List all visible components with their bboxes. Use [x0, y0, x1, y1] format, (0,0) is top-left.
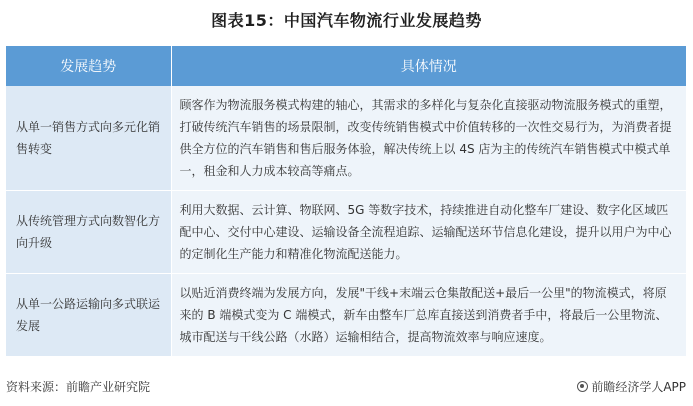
header-detail: 具体情况: [171, 46, 686, 86]
footer: [6, 378, 686, 398]
brand-mark: [577, 378, 686, 395]
table-row: [6, 190, 686, 273]
detail-cell: 利用大数据、云计算、物联网、5G 等数字技术，持续推进自动化整车厂建设、数字化区域匹配中心、交付中心建设、运输设备全流程追踪、运输配送环节信息化建设，提升以用户为中心的定制化生产能力和精准化物流配送能力。: [171, 190, 686, 273]
chart-title: 图表15：中国汽车物流行业发展趋势: [211, 11, 482, 30]
trend-cell: 从传统管理方式向数智化方向升级: [6, 190, 171, 273]
table-header-row: [6, 46, 686, 86]
qianzhan-logo-icon: [577, 381, 588, 392]
brand-name: 前瞻经济学人APP: [591, 380, 686, 394]
detail-cell: 顾客作为物流服务模式构建的轴心，其需求的多样化与复杂化直接驱动物流服务模式的重塑，打破传统汽车销售的场景限制，改变传统销售模式中价值转移的一次性交易行为，为消费者提供全方位的汽车销售和售后服务体验，解决传统上以 4S 店为主的传统汽车销售模式中模式单一，租金和人力成本较高等痛点。: [171, 86, 686, 190]
table-row: [6, 86, 686, 190]
detail-cell: 以贴近消费终端为发展方向，发展"干线+末端云仓集散配送+最后一公里"的物流模式，将原来的 B 端模式变为 C 端模式，新车由整车厂总库直接送到消费者手中，将最后一公里物流、城市配送与干线公路（水路）运输相结合，提高物流效率与响应速度。: [171, 273, 686, 356]
header-trend: 发展趋势: [6, 46, 171, 86]
trend-table: [6, 46, 686, 357]
trend-cell: 从单一销售方式向多元化销售转变: [6, 86, 171, 190]
table-row: [6, 273, 686, 356]
source-note: 资料来源：前瞻产业研究院: [6, 380, 151, 394]
trend-cell: 从单一公路运输向多式联运发展: [6, 273, 171, 356]
